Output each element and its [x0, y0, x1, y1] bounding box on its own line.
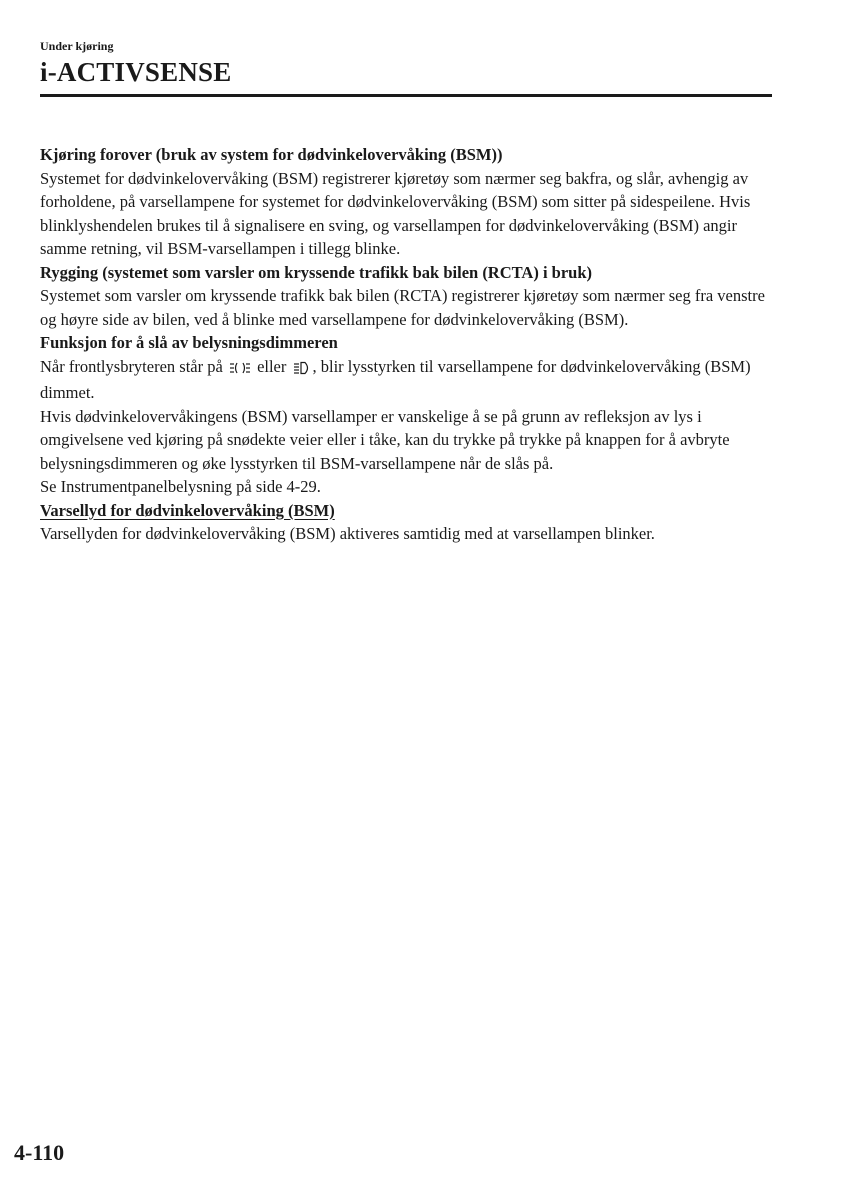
paragraph-reversing: Systemet som varsler om kryssende trafikk bak bilen (RCTA) registrerer kjøretøy som nærmer seg fra venstre og høyre side av bilen, ved å blinke med varsellampene for dødvinkelovervåking (BSM). [40, 286, 765, 329]
section-label: Under kjøring [40, 39, 114, 53]
paragraph-dimmer-cancel: Hvis dødvinkelovervåkingens (BSM) varsellamper er vanskelige å se på grunn av refleksjon av lys i omgivelsene ved kjøring på snødekte veier eller i tåke, kan du trykke på trykke på knappen for å avbryte belysningsdimmeren og øke lysstyrken til BSM-varsellampene når de slås på. [40, 406, 730, 473]
paragraph-dimmer-condition [40, 355, 780, 405]
manual-content [40, 143, 780, 546]
parking-lights-icon [229, 358, 251, 382]
page-number: 4-110 [14, 1140, 65, 1165]
title-rule [40, 94, 772, 97]
dimmer-text-mid: eller [257, 356, 287, 376]
reference-instrument-lighting: Se Instrumentpanelbelysning på side 4-29. [40, 477, 321, 496]
paragraph-forward-driving: Systemet for dødvinkelovervåking (BSM) registrerer kjøretøy som nærmer seg bakfra, og slår, avhengig av forholdene, på varsellampene for systemet for dødvinkelovervåking (BSM) som sitter på sidespeilene. Hvis blinklyshendelen brukes til å signalisere en sving, og varsellampen for dødvinkelovervåking (BSM) angir samme retning, vil BSM-varsellampen i tillegg blinke. [40, 168, 751, 258]
heading-forward-driving: Kjøring forover (bruk av system for dødvinkelovervåking (BSM)) [40, 145, 503, 164]
heading-dimmer-cancel: Funksjon for å slå av belysningsdimmeren [40, 333, 338, 352]
page-title: i-ACTIVSENSE [40, 57, 232, 87]
dimmer-text-pre: Når frontlysbryteren står på [40, 356, 223, 376]
heading-reversing: Rygging (systemet som varsler om kryssende trafikk bak bilen (RCTA) i bruk) [40, 262, 593, 282]
paragraph-warning-sound: Varsellyden for dødvinkelovervåking (BSM) aktiveres samtidig med at varsellampen blinker. [40, 524, 655, 543]
page-header [40, 38, 772, 97]
dimmer-text-post: , blir lysstyrken til varsellampene for dødvinkelovervåking (BSM) dimmet. [40, 356, 751, 402]
headlights-icon [293, 358, 311, 382]
heading-warning-sound: Varsellyd for dødvinkelovervåking (BSM) [40, 500, 335, 520]
